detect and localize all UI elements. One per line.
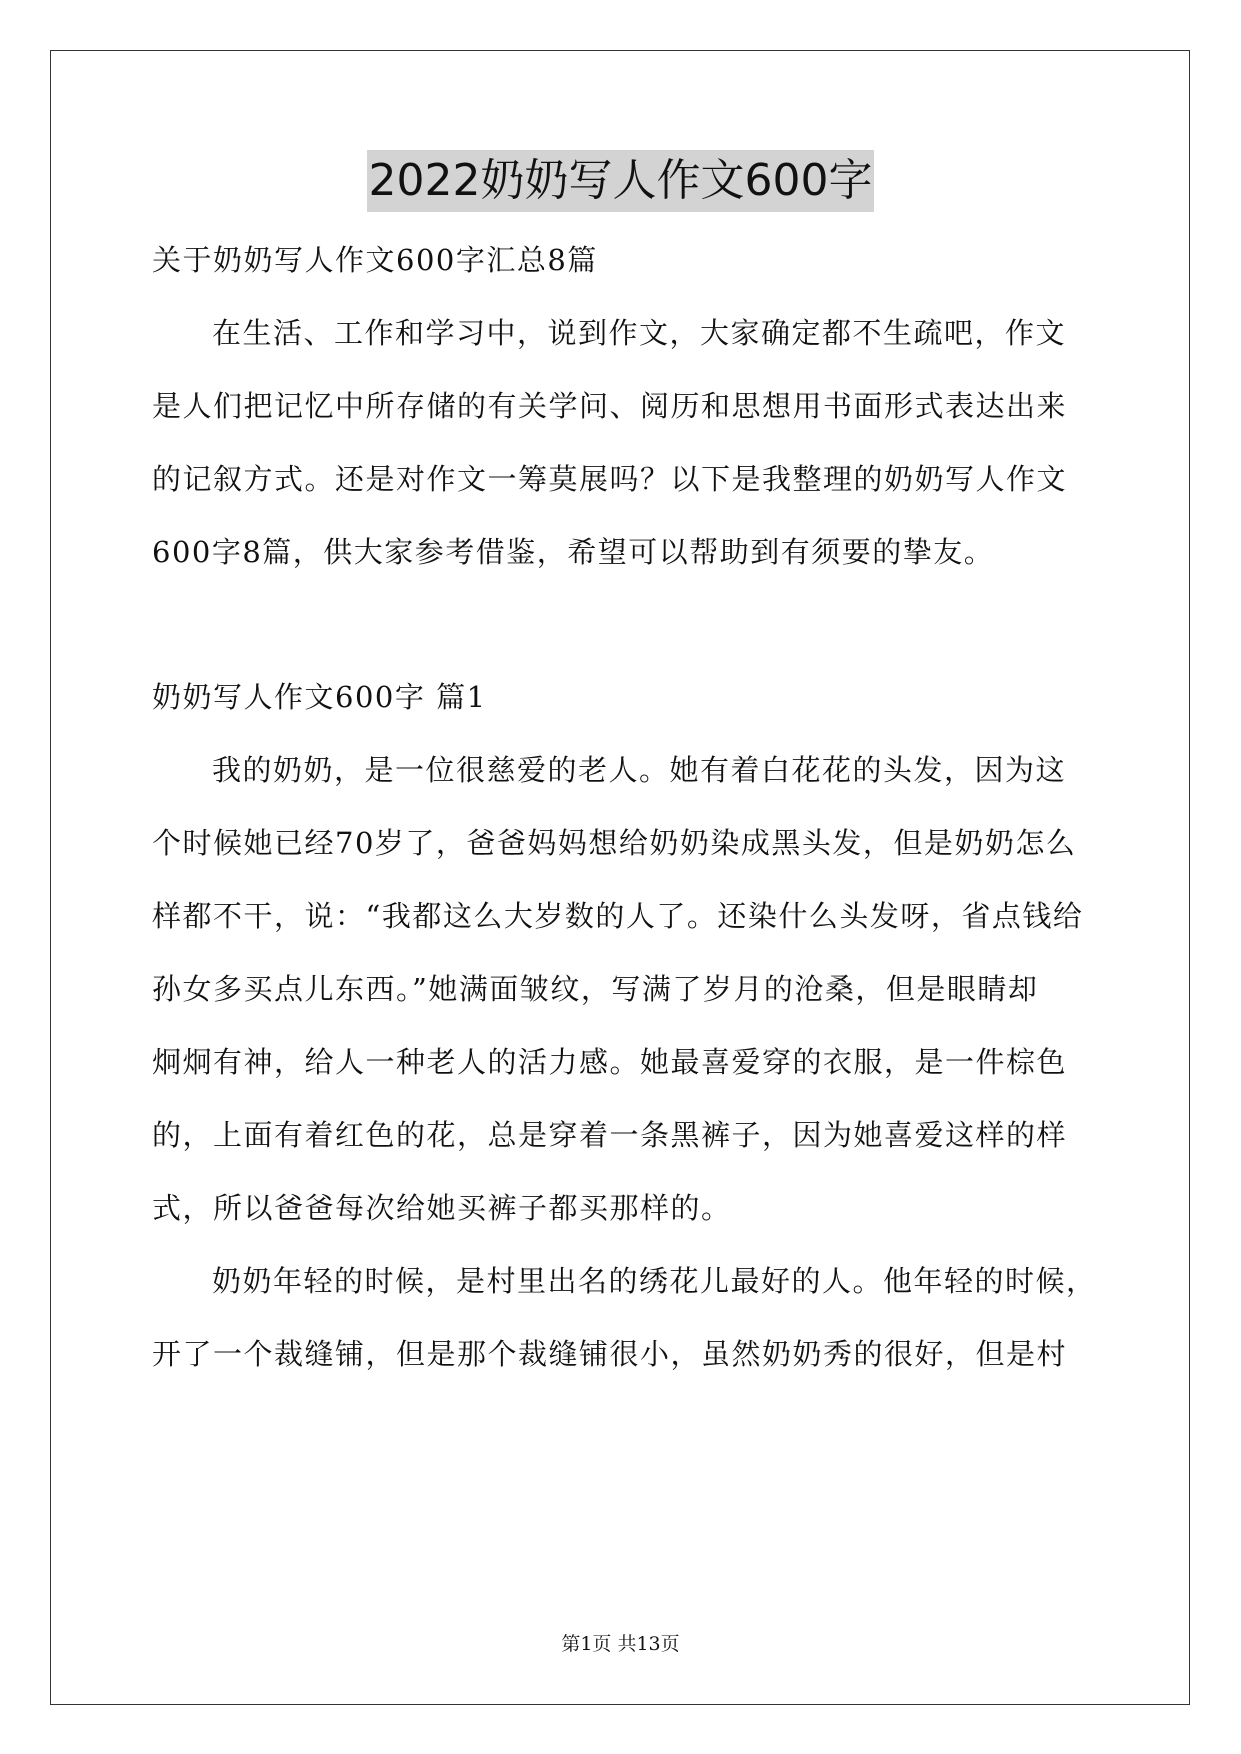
body-line-6: 的，上面有着红色的花，总是穿着一条黑裤子，因为她喜爱这样的样 (152, 1118, 1068, 1152)
body-line-5: 炯炯有神，给人一种老人的活力感。她最喜爱穿的衣服，是一件棕色 (152, 1045, 1068, 1079)
body-line-7: 式，所以爸爸每次给她买裤子都买那样的。 (152, 1191, 732, 1225)
body-line-4: 孙女多买点儿东西。”她满面皱纹，写满了岁月的沧桑，但是眼睛却 (152, 972, 1039, 1006)
intro-line-2: 是人们把记忆中所存储的有关学问、阅历和思想用书面形式表达出来 (152, 389, 1068, 423)
document-title: 2022奶奶写人作文600字 (367, 150, 875, 212)
title-container (0, 150, 1241, 212)
body-line-8: 奶奶年轻的时候，是村里出名的绣花儿最好的人。他年轻的时候， (212, 1264, 1097, 1298)
page-border (50, 50, 1190, 1705)
page-number-footer: 第1页 共13页 (561, 1633, 680, 1655)
body-line-2: 个时候她已经70岁了，爸爸妈妈想给奶奶染成黑头发，但是奶奶怎么 (152, 826, 1077, 860)
section-heading: 奶奶写人作文600字 篇1 (152, 680, 487, 714)
body-line-9: 开了一个裁缝铺，但是那个裁缝铺很小，虽然奶奶秀的很好，但是村 (152, 1337, 1068, 1371)
intro-line-3: 的记叙方式。还是对作文一筹莫展吗？以下是我整理的奶奶写人作文 (152, 462, 1068, 496)
intro-line-1: 在生活、工作和学习中，说到作文，大家确定都不生疏吧，作文 (212, 316, 1067, 350)
document-subtitle: 关于奶奶写人作文600字汇总8篇 (152, 243, 598, 277)
body-line-3: 样都不干，说：“我都这么大岁数的人了。还染什么头发呀，省点钱给 (152, 899, 1084, 933)
body-line-1: 我的奶奶，是一位很慈爱的老人。她有着白花花的头发，因为这 (212, 753, 1067, 787)
intro-line-4: 600字8篇，供大家参考借鉴，希望可以帮助到有须要的挚友。 (152, 535, 995, 569)
